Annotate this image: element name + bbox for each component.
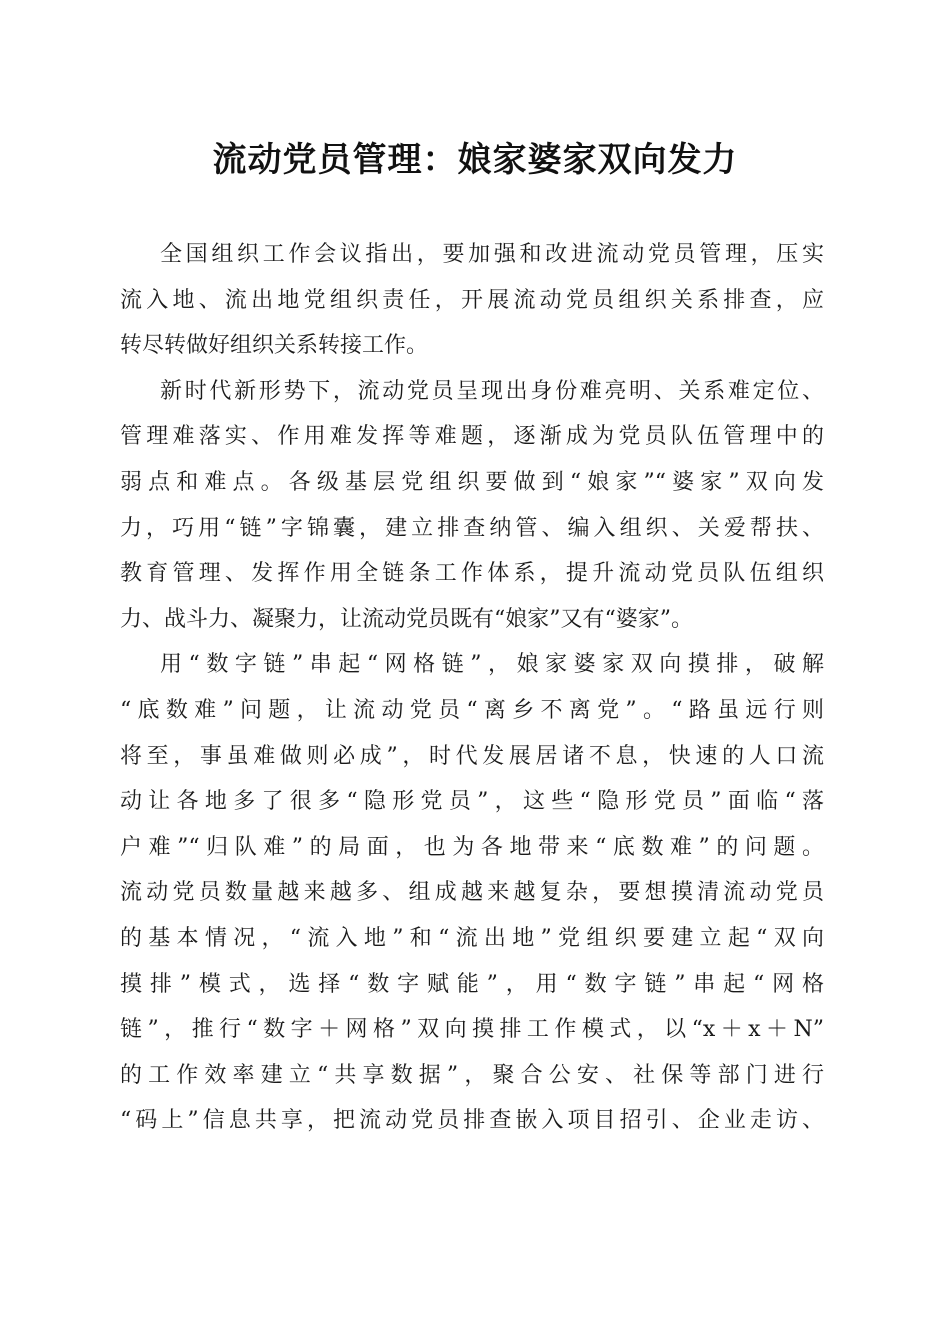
paragraph-2-line-1: 新时代新形势下，流动党员呈现出身份难亮明、关系难定位、 [160, 378, 824, 404]
document-title: 流动党员管理：娘家婆家双向发力 [212, 140, 738, 180]
paragraph-2-line-5: 教育管理、发挥作用全链条工作体系，提升流动党员队伍组织 [120, 561, 824, 587]
paragraph-3-line-11: “码上”信息共享，把流动党员排查嵌入项目招引、企业走访、 [120, 1108, 824, 1134]
paragraph-3-line-3: 将至，事虽难做则必成”，时代发展居诸不息，快速的人口流 [120, 743, 824, 769]
paragraph-3-line-4: 动让各地多了很多“隐形党员”，这些“隐形党员”面临“落 [120, 789, 824, 815]
document-body [120, 232, 824, 1144]
paragraph-3-line-9: 链”，推行“数字＋网格”双向摸排工作模式，以“x＋x＋N” [120, 1017, 824, 1043]
paragraph-2-line-4: 力，巧用“链”字锦囊，建立排查纳管、编入组织、关爱帮扶、 [120, 515, 824, 541]
paragraph-3-line-5: 户难”“归队难”的局面，也为各地带来“底数难”的问题。 [120, 834, 824, 860]
paragraph-3-line-7: 的基本情况，“流入地”和“流出地”党组织要建立起“双向 [120, 925, 824, 951]
paragraph-3-line-6: 流动党员数量越来越多、组成越来越复杂，要想摸清流动党员 [120, 880, 824, 906]
paragraph-1-line-2: 流入地、流出地党组织责任，开展流动党员组织关系排查，应 [120, 287, 824, 313]
paragraph-2-line-6: 力、战斗力、凝聚力，让流动党员既有“娘家”又有“婆家”。 [120, 606, 693, 632]
paragraph-1-line-1: 全国组织工作会议指出，要加强和改进流动党员管理，压实 [160, 242, 824, 267]
paragraph-2-line-3: 弱点和难点。各级基层党组织要做到“娘家”“婆家”双向发 [120, 469, 824, 495]
paragraph-3-line-8: 摸排”模式，选择“数字赋能”，用“数字链”串起“网格 [120, 971, 824, 997]
paragraph-3-line-10: 的工作效率建立“共享数据”，聚合公安、社保等部门进行 [120, 1062, 824, 1088]
paragraph-3-line-2: “底数难”问题，让流动党员“离乡不离党”。“路虽远行则 [120, 697, 824, 723]
paragraph-2-line-2: 管理难落实、作用难发挥等难题，逐渐成为党员队伍管理中的 [120, 424, 824, 450]
paragraph-1-line-3: 转尽转做好组织关系转接工作。 [120, 333, 429, 359]
paragraph-3-line-1: 用“数字链”串起“网格链”，娘家婆家双向摸排，破解 [160, 652, 824, 678]
